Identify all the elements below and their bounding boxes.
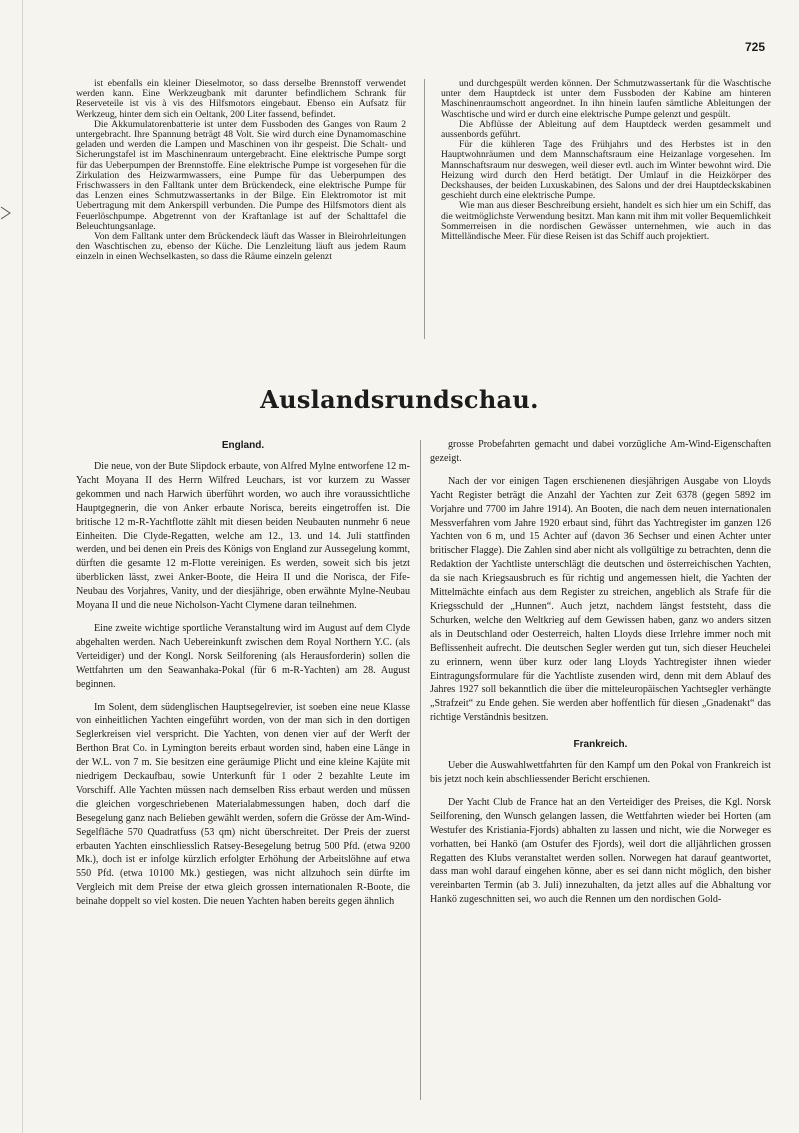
paragraph: Für die kühleren Tage des Frühjahrs und des Herbstes ist in den Hauptwohnräumen und dem Mannschaftsraum eine Heizanlage vorgesehen. Im Mannschaftsraum nur deswegen, weil dieser evtl. auch im Winter bewohnt wird. Die Heizung wird durch den Herd betätigt. Der Umlauf in die Heizkörper des Deckshauses, der beiden Luxuskabinen, des Salons und der drei Hauptdeckskabinen geschieht durch eine elektrische Pumpe. — [441, 139, 771, 202]
section-heading: Frankreich. — [573, 739, 628, 751]
paragraph: Wie man aus dieser Beschreibung ersieht, handelt es sich hier um ein Schiff, das die weitmöglichste Verwendung besitzt. Man kann mit ihm mit voller Bequemlichkeit Sommerreisen in die nordischen Gewässer unternehmen, wie auch in das Mittelländische Meer. Für diese Reisen ist das Schiff auch projektiert. — [441, 200, 771, 243]
paragraph: Ueber die Auswahlwettfahrten für den Kampf um den Pokal von Frankreich ist bis jetzt noch kein abschliessender Bericht erschienen. — [430, 760, 771, 786]
paragraph: und durchgespült werden können. Der Schmutzwassertank für die Waschtische unter dem Hauptdeck ist unter dem Fussboden der Kabine am hinteren Maschinenraumschott angeordnet. In ihn hinein laufen sämtliche Ableitungen der Waschtische und wird er durch eine elektrische Pumpe gelenzt und gespült. — [441, 78, 771, 120]
paragraph: Die neue, von der Bute Slipdock erbaute, von Alfred Mylne entworfene 12 m-Yacht Moyana II des Herrn Wilfred Leuchars, ist vor kurzem zu Wasser gekommen und nach Harwich überführt worden, wo auch ihre voraussichtliche Hauptgegnerin, die von Anker erbaute Norisca, bereits eingetroffen ist. Die britische 12 m-R-Yachtflotte zählt mit diesen beiden Neubauten nunmehr 6 neue Einheiten. Die Clyde-Regatten, welche am 12., 13. und 14. Juli stattfinden werden, und bei denen ein Preis des Königs von England zur Aussegelung kommt, dürften die gesamte 12 m-Flotte vereinigen. Es werden, soweit sich bis jetzt überblicken lässt, zwei Anker-Boote, die Heira II und die Norisca, der Fife-Neubau des Vorjahres, Vanity, und der diesjährige, oben erwähnte Mylne-Neubau Moyana II und die neue Nicholson-Yacht Clymene daran teilnehmen. — [76, 461, 410, 612]
top-left-column — [76, 79, 406, 263]
section-heading: England. — [221, 440, 265, 451]
paragraph: Von dem Falltank unter dem Brückendeck läuft das Wasser in Bleirohrleitungen den Waschtischen zu, ebenso der Küche. Die Lenzleitung läuft aus jedem Raum einzeln in einen Wechselkasten, so dass die Räume einzeln gelenzt — [76, 231, 406, 263]
binding-arrow-icon — [0, 206, 12, 220]
paragraph: ist ebenfalls ein kleiner Dieselmotor, so dass derselbe Brennstoff verwendet werden kann. Eine Werkzeugbank mit darunter befindlichem Schrank für Reserveteile ist vis à vis des Hilfsmotors eingebaut. Ebenso ein Aufsatz für Werkzeug, hinter dem sich ein Oeltank, 200 Liter fassend, befindet. — [76, 78, 406, 120]
paragraph: Im Solent, dem südenglischen Hauptsegelrevier, ist soeben eine neue Klasse von einheitlichen Yachten eingeführt worden, von der man sich in den dortigen Seglerkreisen viel verspricht. Die Yachten, von denen vier auf der Werft der Berthon Brat Co. in Lymington bereits erbaut worden sind, haben eine Länge in der W.L. von 7 m. Sie besitzen eine geräumige Plicht und eine kleine Kajüte mit niedrigem Deckaufbau, sowie Unterkunft für 1 oder 2 bezahlte Leute im Vorschiff. Alle Yachten müssen nach demselben Riss erbaut werden und müssen die gleichen vorgeschriebenen Materialabmessungen haben, doch darf die Besegelung ganz nach Belieben gewählt werden, sofern die Grösse der Am-Wind-Segelfläche 570 Quadratfuss (53 qm) nicht überschreitet. Der Preis der zuerst erbauten Yachten einschliesslich Ratsey-Besegelung betrug 500 Pfd. (etwa 9200 Mk.), doch ist er infolge kürzlich erfolgter Erhöhung der Arbeitslöhne auf etwa 550 Pfd. (etwa 10100 Mk.) gestiegen, was nicht allzuhoch sein dürfte im Vergleich mit dem Preise der etwa gleich grossen internationalen R-Boote, die beinahe doppelt so viel kosten. Die neuen Yachten haben bereits gegen ähnlich — [76, 701, 410, 908]
paragraph: Die Abflüsse der Ableitung auf dem Hauptdeck werden gesammelt und aussenbords geführt. — [441, 118, 771, 141]
page-number: 725 — [744, 40, 765, 54]
paragraph: grosse Probefahrten gemacht und dabei vorzügliche Am-Wind-Eigenschaften gezeigt. — [430, 439, 771, 464]
top-right-column — [441, 79, 771, 242]
column-divider — [424, 79, 425, 339]
paragraph: Eine zweite wichtige sportliche Veranstaltung wird im August auf dem Clyde abgehalten werden. Nach Uebereinkunft zwischen dem Royal Northern Y.C. (als Verteidiger) und der Kongl. Norsk Seilforening (als Herausforderin) sollen die Wettfahrten um den Seawanhaka-Pokal (für 6 m-R-Yachten) am 28. August beginnen. — [76, 622, 410, 690]
england-column — [76, 440, 410, 909]
right-bottom-column — [430, 438, 771, 907]
column-divider — [420, 440, 421, 1100]
section-title: Auslandsrundschau. — [260, 385, 539, 414]
page-left-edge — [22, 0, 23, 1133]
paragraph: Nach der vor einigen Tagen erschienenen diesjährigen Ausgabe von Lloyds Yacht Register beträgt die Anzahl der Yachten zur Zeit 6378 (gegen 5892 im Vorjahre und 7700 im Jahre 1914). An Booten, die nach dem neuen internationalen Messverfahren vom Jahre 1920 erbaut sind, führt das Yachtregister im ganzen 126 Yachten von 6 m, und 15 Achter auf (davon 36 Sechser und einen Achter unter britischer Flagge). Die Zahlen sind aber nicht als vollgültige zu betrachten, denn die Redaktion der Yachtliste unterschlägt die deutschen und österreichischen Yachten, da sie nach Kriegsausbruch es für richtig und angemessen hielt, die Yachten der Mittelmächte einfach aus dem Register zu streichen, angeblich als Strafe für die Kriegsschuld der „Hunnen“. Auch jetzt, nachdem längst feststeht, dass die Schurken, welche den Weltkrieg auf dem Gewissen haben, ganz wo anders sitzen als in Deutschland oder Oesterreich, halten Lloyds diese Irrlehre immer noch mit Beflissenheit aufrecht. Die deutschen Segler werden gut tun, sich dieser Heuchelei zu erinnern, wenn über kurz oder lang Lloyds Yachtregister ihnen wieder Eintragungsformulare für die Yachtliste zusenden wird, denn mit dem Ablauf des Jahres 1927 soll bekanntlich die über die mitteleuropäischen Yachtsegler verhängte „Strafzeit“ zu Ende gehen. Sie werden aber hoffentlich für diesen „Gnadenakt“ das richtige Verständnis besitzen. — [430, 475, 771, 724]
paragraph: Die Akkumulatorenbatterie ist unter dem Fussboden des Ganges von Raum 2 untergebracht. Ihre Spannung beträgt 48 Volt. Sie wird durch eine Dynamomaschine geladen und werden die Lampen und Maschinen von ihr gespeist. Die Schalt- und Sicherungstafel ist im Maschinenraum untergebracht. Eine elektrische Pumpe sorgt für das Ueberpumpen der Brennstoffe. Eine elektrische Pumpe ist vorgesehen für die Zirkulation des Heizwarmwassers, eine Pumpe für das Ueberpumpen des Frischwassers in den Falltank unter dem Brückendeck, eine elektrische Pumpe für das Lenzen eines Schmutzwassertanks in der Bilge. Ein Elektromotor ist mit Uebertragung mit dem Ankerspill verbunden. Die Pumpe des Hilfsmotors dient als Feuerlöschpumpe. Abgetrennt von der Kraftanlage ist auf der Schalttafel die Beleuchtungsanlage. — [76, 118, 406, 232]
paragraph: Der Yacht Club de France hat an den Verteidiger des Preises, die Kgl. Norsk Seilforening, den Wunsch gelangen lassen, die Wettfahrten wieder bei Horten (am Westufer des Kristiania-Fjords) abhalten zu lassen und nicht, wie die Norweger es vorhatten, bei Hankö (am Ostufer des Fjords), weil dort die alljährlichen grossen Regatten des Klubs veranstaltet werden sollen. Norwegen hat darauf geantwortet, dass man wohl darauf eingehen könne, aber es sei dann nicht möglich, den bisher vereinbarten Termin (ab 3. Juli) innezuhalten, da jetzt alles auf die Abhaltung vor Hankö zugeschnitten sei, wo auch die Rennen um den nordischen Gold- — [430, 796, 771, 906]
